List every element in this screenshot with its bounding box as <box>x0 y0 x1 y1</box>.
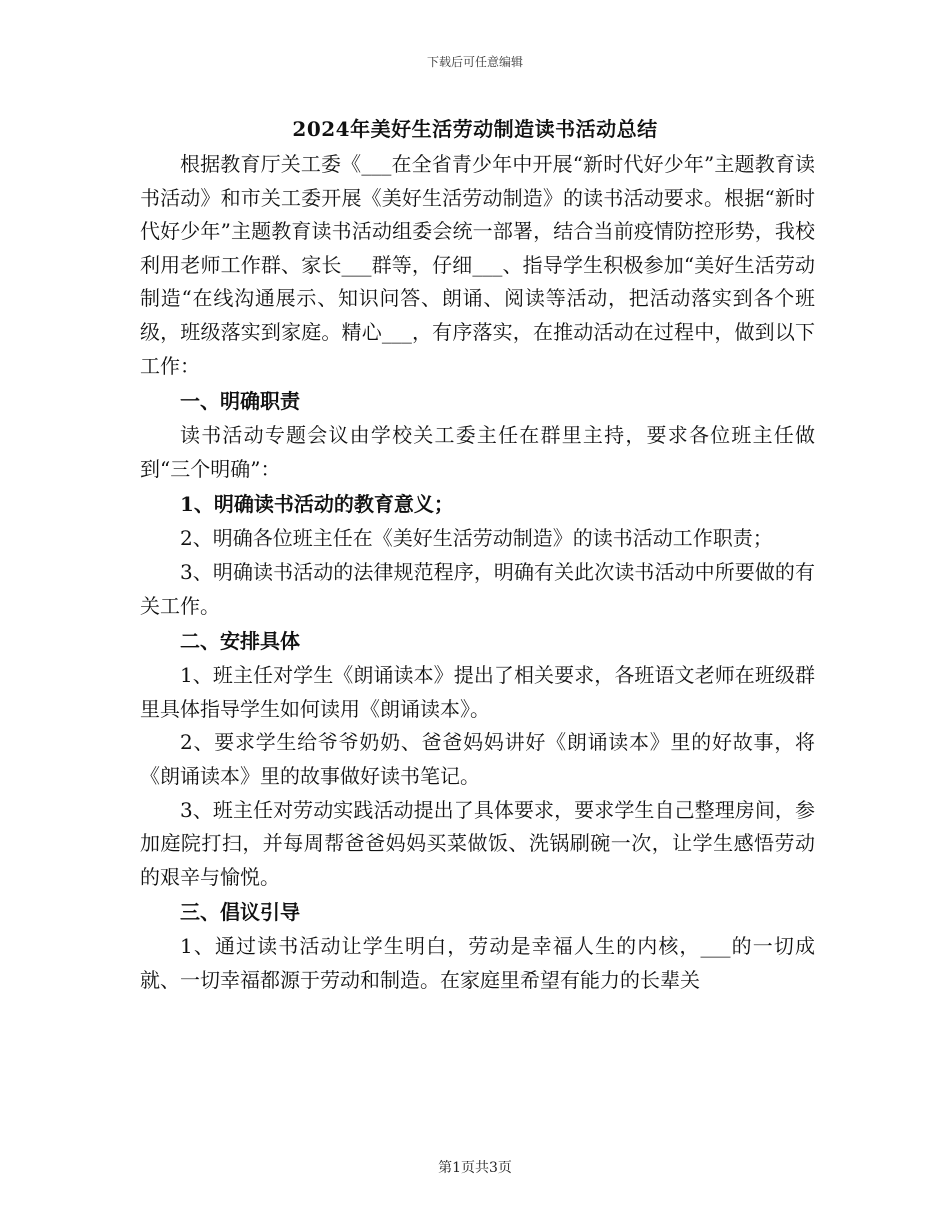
section-1-item-3: 3、明确读书活动的法律规范程序，明确有关此次读书活动中所要做的有关工作。 <box>140 559 815 618</box>
page-header-note: 下载后可任意编辑 <box>426 55 523 69</box>
section-2-heading: 二、安排具体 <box>180 629 300 654</box>
section-2-item-2: 2、要求学生给爷爷奶奶、爸爸妈妈讲好《朗诵读本》里的好故事，将《朗诵读本》里的故事做好读书笔记。 <box>140 730 815 788</box>
page-footer-number: 第1页共3页 <box>438 1160 512 1176</box>
section-3-heading: 三、倡议引导 <box>180 900 300 925</box>
section-2-item-3: 3、班主任对劳动实践活动提出了具体要求，要求学生自己整理房间，参加庭院打扫，并每周帮爸爸妈妈买菜做饭、洗锅刷碗一次，让学生感悟劳动的艰辛与愉悦。 <box>140 797 815 889</box>
section-1-item-2: 2、明确各位班主任在《美好生活劳动制造》的读书活动工作职责； <box>180 526 773 551</box>
section-3-item-1: 1、通过读书活动让学生明白，劳动是幸福人生的内核，___的一切成就、一切幸福都源于劳动和制造。在家庭里希望有能力的长辈关 <box>140 934 815 992</box>
section-1-item-1: 1、明确读书活动的教育意义； <box>180 492 454 517</box>
section-2-item-1: 1、班主任对学生《朗诵读本》提出了相关要求，各班语文老师在班级群里具体指导学生如何读用《朗诵读本》。 <box>140 663 815 721</box>
document-title: 2024年美好生活劳动制造读书活动总结 <box>292 117 658 141</box>
document-body <box>140 148 815 997</box>
intro-paragraph: 根据教育厅关工委《___在全省青少年中开展“新时代好少年”主题教育读书活动》和市关工委开展《美好生活劳动制造》的读书活动要求。根据“新时代好少年”主题教育读书活动组委会统一部署，结合当前疫情防控形势，我校利用老师工作群、家长___群等，仔细___、指导学生积极参加“美好生活劳动制造“在线沟通展示、知识问答、朗诵、阅读等活动，把活动落实到各个班级，班级落实到家庭。精心___，有序落实，在推动活动在过程中，做到以下工作： <box>140 152 815 378</box>
section-1-heading: 一、明确职责 <box>180 389 300 414</box>
section-1-paragraph: 读书活动专题会议由学校关工委主任在群里主持，要求各位班主任做到“三个明确”： <box>140 423 815 481</box>
